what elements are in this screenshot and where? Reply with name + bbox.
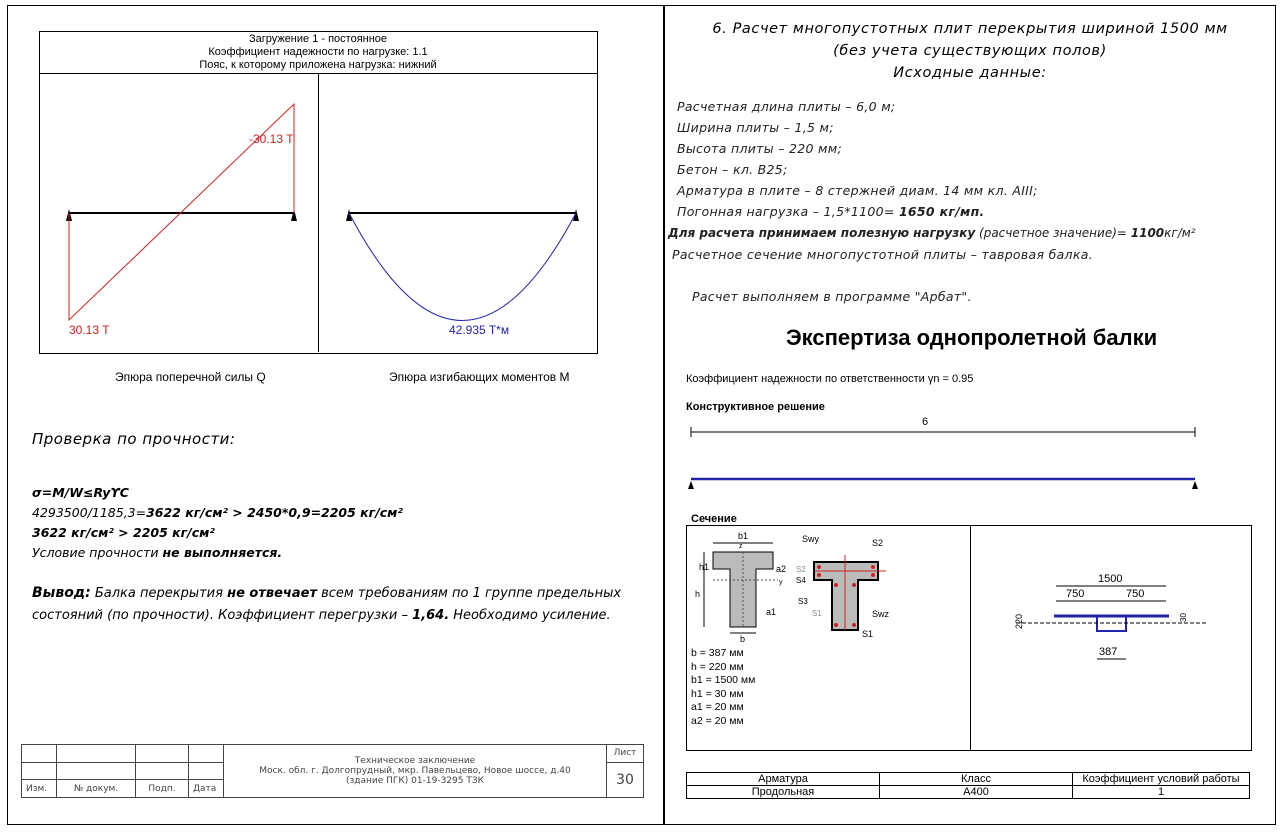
stamp-list-label: Лист <box>607 745 644 763</box>
section-subheading: (без учета существующих полов) <box>833 43 1107 59</box>
rebar-table-cell-coef: 1 <box>1073 786 1250 799</box>
dim-a2: a2 <box>776 564 787 574</box>
stamp-title: Техническое заключение <box>354 756 476 766</box>
dim-750-right: 750 <box>1126 588 1145 600</box>
m-right-support <box>573 209 579 221</box>
label-s1-bottom: S1 <box>862 629 874 639</box>
load-factor: Коэффициент надежности по нагрузке: 1.1 <box>208 46 428 58</box>
title-block-stamp <box>21 744 644 798</box>
label-swz: Swz <box>872 609 890 619</box>
dim-b1-value: b1 = 1500 мм <box>691 674 756 686</box>
axis-y: y <box>779 579 783 586</box>
conclusion-bold-1: не отвечает <box>227 586 317 601</box>
stress-compare-line: 3622 кг/см² > 2205 кг/см² <box>32 525 215 540</box>
program-line: Расчет выполняем в программе "Арбат". <box>692 289 972 304</box>
m-max-value: 42.935 T*м <box>449 323 510 337</box>
rebar-table-header-class: Класс <box>880 773 1073 786</box>
label-s3-left: S3 <box>798 597 808 606</box>
strength-result-plain: Условие прочности <box>32 545 163 560</box>
dim-30: 30 <box>1179 613 1188 622</box>
rebar-table <box>686 772 1250 799</box>
strength-result-bold: не выполняется. <box>162 545 283 560</box>
accepted-load-value: 1100 <box>1130 226 1165 240</box>
param-concrete: Бетон – кл. В25; <box>677 162 788 177</box>
dim-a1-value: a1 = 20 мм <box>691 701 744 713</box>
q-top-value: -30.13 T <box>249 132 294 146</box>
beam-right-support <box>1192 481 1198 489</box>
param-height: Высота плиты – 220 мм; <box>677 141 843 156</box>
accepted-load-plain: (расчетное значение)= <box>975 226 1131 240</box>
strength-result-line <box>32 543 403 563</box>
expertise-title: Экспертиза однопролетной балки <box>786 325 1158 350</box>
stamp-data: Дата <box>189 780 224 798</box>
rebar-table-header-rebar: Арматура <box>687 773 880 786</box>
accepted-load-unit: кг/м² <box>1164 226 1196 240</box>
rebar-table-cell-class: А400 <box>880 786 1073 799</box>
strength-formula: σ=M/W≤RyϒС <box>32 485 129 500</box>
constructive-label: Конструктивное решение <box>686 401 825 413</box>
stamp-izm: Изм. <box>22 780 57 798</box>
label-s4: S4 <box>796 576 806 585</box>
dim-a2-value: a2 = 20 мм <box>691 714 744 727</box>
load-belt: Пояс, к которому приложена нагрузка: нижний <box>199 59 437 71</box>
dim-b-value: b = 387 мм <box>691 647 744 659</box>
diagrams-svg <box>0 0 660 400</box>
dim-h1: h1 <box>699 562 710 572</box>
stress-calc-plain: 4293500/1185,3= <box>32 505 147 520</box>
initial-data-heading: Исходные данные: <box>893 65 1047 81</box>
stamp-podp: Подп. <box>136 780 189 798</box>
right-heading <box>664 18 1276 84</box>
param-load-plain: Погонная нагрузка – 1,5*1100= <box>677 204 899 219</box>
beam-left-support <box>688 481 694 489</box>
strength-check-title: Проверка по прочности: <box>32 430 236 448</box>
axis-z: z <box>739 543 743 550</box>
load-case-title: Загружение 1 - постоянное <box>248 33 388 45</box>
dim-b: b <box>740 634 746 644</box>
dim-387: 387 <box>1099 646 1118 658</box>
dim-h1-value: h1 = 30 мм <box>691 687 744 700</box>
stamp-code: (здание ПГК) 01-19-3295 ТЗК <box>345 776 484 786</box>
section-label: Сечение <box>691 513 737 525</box>
params-list <box>677 96 1038 222</box>
dim-h: h <box>695 589 701 599</box>
dim-a1: a1 <box>766 607 777 617</box>
conclusion-text-1: Балка перекрытия <box>90 586 228 601</box>
stamp-nodoc: № докум. <box>57 780 136 798</box>
dim-220: 220 <box>1014 613 1024 629</box>
label-s2-left: S2 <box>796 565 806 574</box>
stamp-list-number: 30 <box>607 762 644 797</box>
dim-b1: b1 <box>738 531 749 541</box>
label-s2-top: S2 <box>872 538 884 548</box>
param-load-bold: 1650 кг/мп. <box>898 204 985 219</box>
conclusion-paragraph <box>32 582 657 627</box>
dim-750-left: 750 <box>1066 588 1085 600</box>
beam-scheme-svg <box>664 400 1276 500</box>
stamp-address: Моск. обл. г. Долгопрудный, мкр. Павельцево, Новое шоссе, д.40 <box>259 766 571 776</box>
label-swy: Swy <box>802 534 820 544</box>
section-drawings-svg <box>686 525 1250 750</box>
calc-section-line: Расчетное сечение многопустотной плиты – тавровая балка. <box>672 247 1093 262</box>
m-diagram-caption: Эпюра изгибающих моментов M <box>389 370 570 384</box>
m-diagram-curve <box>349 213 576 321</box>
dim-1500: 1500 <box>1098 573 1123 585</box>
conclusion-label: Вывод: <box>32 585 91 601</box>
accepted-load-bold: Для расчета принимаем полезную нагрузку <box>668 226 976 240</box>
q-bottom-value: 30.13 T <box>69 323 110 337</box>
dim-h-value: h = 220 мм <box>691 660 744 673</box>
param-length: Расчетная длина плиты – 6,0 м; <box>677 99 896 114</box>
stress-calc-line <box>32 503 403 523</box>
strength-check-body <box>32 483 403 563</box>
rebar-table-cell-type: Продольная <box>687 786 880 799</box>
q-diagram-caption: Эпюра поперечной силы Q <box>115 370 266 384</box>
section-heading: 6. Расчет многопустотных плит перекрытия шириной 1500 мм <box>712 21 1228 37</box>
param-width: Ширина плиты – 1,5 м; <box>677 120 834 135</box>
reliability-factor: Коэффициент надежности по ответственности γn = 0.95 <box>686 373 974 385</box>
accepted-load-line <box>668 226 1196 240</box>
param-load <box>677 201 1038 222</box>
stress-calc-bold: 3622 кг/см² > 2450*0,9=2205 кг/см² <box>146 505 403 520</box>
param-rebar: Арматура в плите – 8 стержней диам. 14 мм кл. АIII; <box>677 183 1038 198</box>
label-s1-left: S1 <box>812 609 822 618</box>
conclusion-text-3: Необходимо усиление. <box>449 608 611 623</box>
rebar-table-header-coef: Коэффициент условий работы <box>1073 773 1250 786</box>
m-left-support <box>346 209 352 221</box>
conclusion-bold-2: 1,64. <box>412 608 450 623</box>
section-dimensions <box>691 647 755 728</box>
span-value: 6 <box>922 416 929 428</box>
conclusion-text-2: всем требованиям по 1 группе предельных состояний (по прочности). Коэффициент перегрузки – <box>32 586 622 623</box>
